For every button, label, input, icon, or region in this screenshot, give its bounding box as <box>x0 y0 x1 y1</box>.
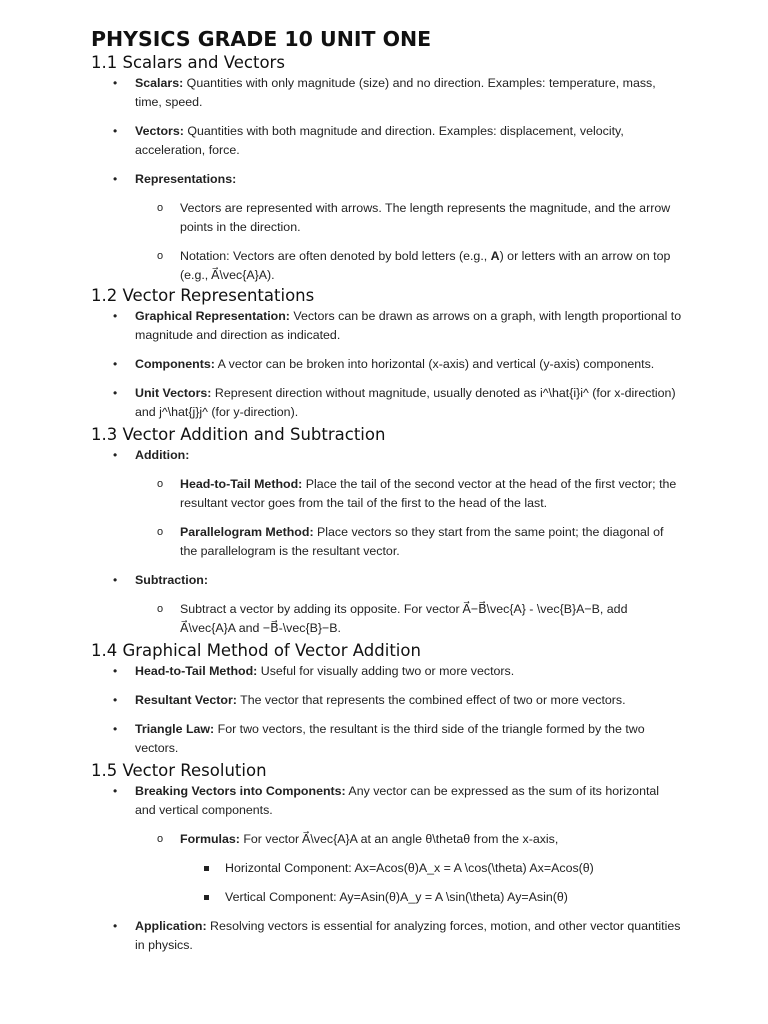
section-heading-1-5: 1.5 Vector Resolution <box>91 761 267 780</box>
sub-list-item: o Formulas: For vector A⃗\vec{A}A at an angle θ\thetaθ from the x-axis, Horizontal Component: Ax=Acos(θ)A_x = A \cos(\theta) Ax=Acos(θ) Vertical Component: Ay=Asin(θ)A_y = A \sin(\theta) Ay=Asin(θ) <box>135 830 680 907</box>
section-1-1-list <box>91 74 691 285</box>
list-item: • Components: A vector can be broken into horizontal (x-axis) and vertical (y-axis) components. <box>91 355 683 374</box>
sub-list <box>135 600 683 638</box>
list-item: • Resultant Vector: The vector that represents the combined effect of two or more vectors. <box>91 691 683 710</box>
sub-list-item: o Head-to-Tail Method: Place the tail of the second vector at the head of the first vector; the resultant vector goes from the tail of the first to the head of the last. <box>135 475 680 513</box>
sub-sub-list-item: Vertical Component: Ay=Asin(θ)A_y = A \sin(\theta) Ay=Asin(θ) <box>180 888 680 907</box>
sub-list <box>135 475 683 561</box>
section-1-5-list <box>91 782 691 955</box>
section-1-2-list <box>91 307 691 422</box>
sub-list-item: o Subtract a vector by adding its opposite. For vector A⃗−B⃗\vec{A} - \vec{B}A−B, add A⃗\vec{A}A and −B⃗-\vec{B}−B. <box>135 600 680 638</box>
list-item: • Scalars: Quantities with only magnitude (size) and no direction. Examples: temperature, mass, time, speed. <box>91 74 683 112</box>
sub-list <box>135 830 683 907</box>
section-heading-1-3: 1.3 Vector Addition and Subtraction <box>91 425 386 444</box>
list-item: • Breaking Vectors into Components: Any vector can be expressed as the sum of its horizontal and vertical components. o Formulas: For vector A⃗\vec{A}A at an angle θ\thetaθ from the x-axis, Horizontal Component: Ax=Acos(θ)A_x = A \cos(\theta) Ax=Acos(θ) Vertical Component: Ay=Asin(θ)A_y = A \sin(\theta) Ay=Asin(θ) <box>91 782 683 907</box>
list-item: • Unit Vectors: Represent direction without magnitude, usually denoted as i^\hat{i}i^ (for x-direction) and j^\hat{j}j^ (for y-direction). <box>91 384 683 422</box>
list-item: • Representations: o Vectors are represented with arrows. The length represents the magnitude, and the arrow points in the direction. o Notation: Vectors are often denoted by bold letters (e.g., A) or letters with an arrow on top (e.g., A⃗\vec{A}A). <box>91 170 683 285</box>
list-item: • Vectors: Quantities with both magnitude and direction. Examples: displacement, velocity, acceleration, force. <box>91 122 683 160</box>
sub-list <box>135 199 683 285</box>
document-page <box>91 26 691 957</box>
section-1-3-list <box>91 446 691 638</box>
list-item: • Head-to-Tail Method: Useful for visually adding two or more vectors. <box>91 662 683 681</box>
sub-list-item: o Notation: Vectors are often denoted by bold letters (e.g., A) or letters with an arrow on top (e.g., A⃗\vec{A}A). <box>135 247 680 285</box>
list-item: • Subtraction: o Subtract a vector by adding its opposite. For vector A⃗−B⃗\vec{A} - \vec{B}A−B, add A⃗\vec{A}A and −B⃗-\vec{B}−B. <box>91 571 683 638</box>
list-item: • Application: Resolving vectors is essential for analyzing forces, motion, and other vector quantities in physics. <box>91 917 683 955</box>
sub-sub-list-item: Horizontal Component: Ax=Acos(θ)A_x = A \cos(\theta) Ax=Acos(θ) <box>180 859 680 878</box>
sub-sub-list <box>180 859 680 907</box>
list-item: • Addition: o Head-to-Tail Method: Place the tail of the second vector at the head of the first vector; the resultant vector goes from the tail of the first to the head of the last. o Parallelogram Method: Place vectors so they start from the same point; the diagonal of the parallelogram is the resultant vector. <box>91 446 683 561</box>
section-heading-1-2: 1.2 Vector Representations <box>91 286 315 305</box>
sub-list-item: o Parallelogram Method: Place vectors so they start from the same point; the diagonal of the parallelogram is the resultant vector. <box>135 523 680 561</box>
section-1-4-list <box>91 662 691 758</box>
section-heading-1-4: 1.4 Graphical Method of Vector Addition <box>91 641 421 660</box>
sub-list-item: o Vectors are represented with arrows. The length represents the magnitude, and the arrow points in the direction. <box>135 199 680 237</box>
list-item: • Graphical Representation: Vectors can be drawn as arrows on a graph, with length proportional to magnitude and direction as indicated. <box>91 307 683 345</box>
list-item: • Triangle Law: For two vectors, the resultant is the third side of the triangle formed by the two vectors. <box>91 720 683 758</box>
document-title: PHYSICS GRADE 10 UNIT ONE <box>91 27 432 51</box>
section-heading-1-1: 1.1 Scalars and Vectors <box>91 53 285 72</box>
